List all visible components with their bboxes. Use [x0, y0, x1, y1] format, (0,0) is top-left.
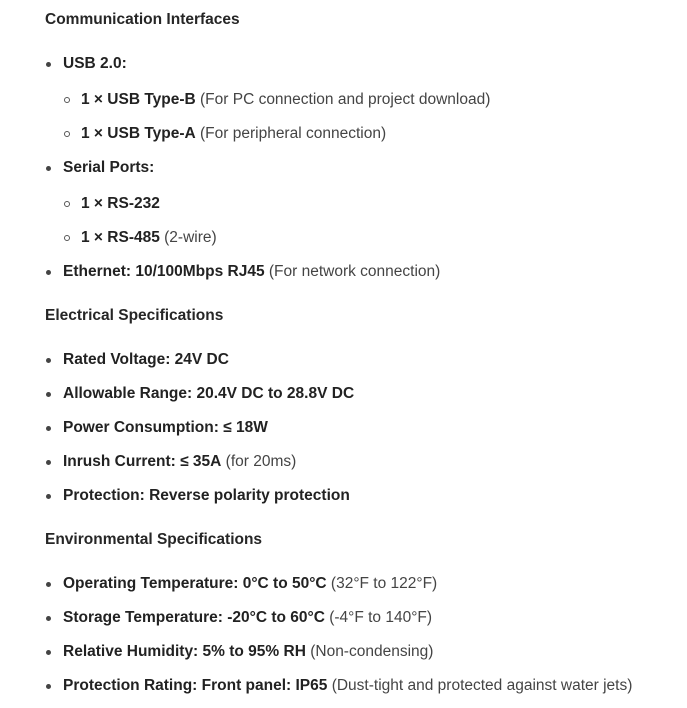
item-bold-text: Operating Temperature: 0°C to 50°C [63, 575, 327, 592]
item-note-text: (For PC connection and project download) [195, 91, 491, 108]
item-bold-text: Inrush Current: ≤ 35A [63, 453, 222, 470]
bullet-disc-icon [46, 684, 51, 689]
item-bold-text: Relative Humidity: 5% to 95% RH [63, 643, 306, 660]
bullet-disc-icon [46, 650, 51, 655]
bullet-circle-icon [64, 201, 70, 207]
bullet-circle-icon [64, 97, 70, 103]
section-heading-electrical: Electrical Specifications [45, 307, 224, 324]
bullet-disc-icon [46, 616, 51, 621]
item-bold-text: 1 × RS-485 [81, 229, 160, 246]
section-heading-communication: Communication Interfaces [45, 11, 240, 28]
list-item [63, 55, 127, 73]
item-bold-text: USB 2.0: [63, 55, 127, 72]
bullet-disc-icon [46, 582, 51, 587]
bullet-disc-icon [46, 358, 51, 363]
item-bold-text: Rated Voltage: 24V DC [63, 351, 229, 368]
section-heading-environmental: Environmental Specifications [45, 531, 263, 548]
item-note-text: (For peripheral connection) [195, 125, 387, 142]
item-bold-text: Protection Rating: Front panel: IP65 [63, 677, 328, 694]
list-item [63, 351, 229, 369]
list-item [63, 385, 354, 403]
bullet-disc-icon [46, 460, 51, 465]
item-bold-text: Serial Ports: [63, 159, 155, 176]
bullet-disc-icon [46, 494, 51, 499]
item-bold-text: Power Consumption: ≤ 18W [63, 419, 268, 436]
list-item [81, 125, 386, 143]
list-item [63, 643, 433, 661]
bullet-circle-icon [64, 131, 70, 137]
bullet-disc-icon [46, 62, 51, 67]
list-item [63, 453, 296, 471]
item-bold-text: 1 × USB Type-B [81, 91, 196, 108]
list-item [81, 195, 160, 213]
item-note-text: (Non-condensing) [305, 643, 434, 660]
list-item [63, 263, 440, 281]
list-item [63, 609, 432, 627]
list-item [63, 575, 437, 593]
list-item [63, 487, 350, 505]
bullet-circle-icon [64, 235, 70, 241]
item-bold-text: 1 × RS-232 [81, 195, 160, 212]
item-note-text: (for 20ms) [221, 453, 297, 470]
list-item [63, 419, 268, 437]
item-bold-text: Ethernet: 10/100Mbps RJ45 [63, 263, 265, 280]
item-note-text: (-4°F to 140°F) [324, 609, 433, 626]
item-note-text: (2-wire) [159, 229, 217, 246]
item-bold-text: 1 × USB Type-A [81, 125, 196, 142]
bullet-disc-icon [46, 426, 51, 431]
list-item [63, 677, 632, 695]
bullet-disc-icon [46, 270, 51, 275]
item-bold-text: Storage Temperature: -20°C to 60°C [63, 609, 325, 626]
item-bold-text: Allowable Range: 20.4V DC to 28.8V DC [63, 385, 355, 402]
item-note-text: (For network connection) [264, 263, 441, 280]
bullet-disc-icon [46, 392, 51, 397]
item-note-text: (32°F to 122°F) [326, 575, 438, 592]
item-bold-text: Protection: Reverse polarity protection [63, 487, 350, 504]
item-note-text: (Dust-tight and protected against water jets) [327, 677, 633, 694]
list-item [81, 91, 490, 109]
bullet-disc-icon [46, 166, 51, 171]
list-item [63, 159, 154, 177]
list-item [81, 229, 217, 247]
